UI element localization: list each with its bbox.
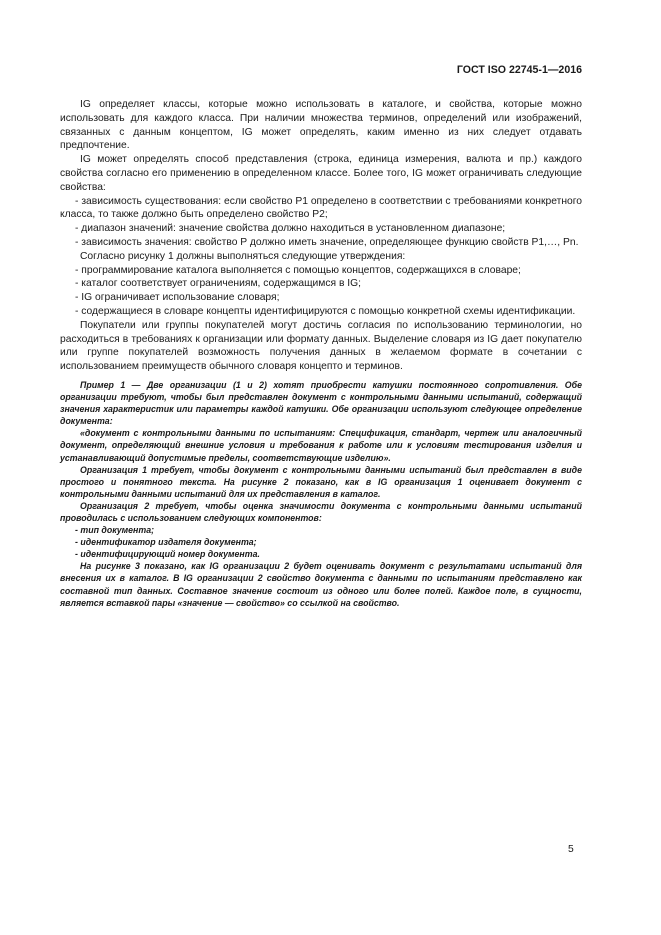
example-paragraph: На рисунке 3 показано, как IG организации 2 будет оценивать документ с результатами испытаний для внесения их в каталог. В IG организации 2 свойство документа с данными по испытаниям представлено как составной тип данных. Составное значение состоит из одного или более полей. Каждое поле, в сущности, является вставкой пары «значение — свойство» со ссылкой на свойство.	[60, 561, 582, 608]
list-item: - содержащиеся в словаре концепты идентифицируются с помощью конкретной схемы идентификации.	[75, 305, 576, 317]
list-item: - зависимость существования: если свойство P1 определено в соответствии с требованиями конкретного класса, то также должно быть определено свойство P2;	[60, 195, 582, 221]
list-item: - диапазон значений: значение свойства должно находиться в установленном диапазоне;	[75, 223, 506, 235]
example-list-item: - идентификатор издателя документа;	[75, 537, 257, 548]
paragraph: Согласно рисунку 1 должны выполняться следующие утверждения:	[80, 250, 406, 262]
list-item: - IG ограничивает использование словаря;	[75, 292, 280, 304]
example-paragraph: Пример 1 — Две организации (1 и 2) хотят приобрести катушки постоянного сопротивления. Обе организации требуют, чтобы был представлен документ с контрольными данными испытаний, содержащий значения характеристик или параметры каждой катушки. Обе организации используют следующее определение документа:	[60, 379, 582, 427]
main-text	[60, 98, 582, 609]
list-item: - программирование каталога выполняется с помощью концептов, содержащихся в словаре;	[75, 264, 521, 276]
example-paragraph: Организация 2 требует, чтобы оценка значимости документа с контрольными данными испытаний проводилась с использованием следующих компонентов:	[60, 500, 582, 523]
paragraph: IG может определять способ представления (строка, единица измерения, валюта и пр.) каждого свойства согласно его применению в определенном классе. Более того, IG может ограничивать следующие свойства:	[60, 154, 582, 193]
document-code: ГОСТ ISO 22745-1—2016	[456, 64, 582, 76]
paragraph: IG определяет классы, которые можно использовать в каталоге, и свойства, которые можно использовать для каждого класса. При наличии множества терминов, определений или изображений, связанных с данным концептом, IG может определять, каким именно из них следует отдавать предпочтение.	[60, 99, 582, 152]
example-list-item: - тип документа;	[75, 525, 155, 536]
example-block	[60, 379, 582, 609]
paragraph: Покупатели или группы покупателей могут достичь согласия по использованию терминологии, но расходиться в требованиях к организации или формату данных. Выделение словаря из IG дает покупателю или группе покупателей возможность получения данных в желаемом формате в сочетании с использованием преимуществ обычного словаря концепто и терминов.	[60, 319, 582, 373]
example-list-item: - идентифицирующий номер документа.	[75, 549, 260, 560]
list-item: - каталог соответствует ограничениям, содержащимся в IG;	[75, 278, 362, 290]
list-item: - зависимость значения: свойство P должно иметь значение, определяющее функцию свойств P1,…, Pn.	[75, 236, 579, 248]
example-paragraph: «документ с контрольными данными по испытаниям: Спецификация, стандарт, чертеж или аналогичный документ, определяющий внешние условия и требования к работе или к условиям тестирования изделия и устанавливающий допустимые пределы, соответствующие изделию».	[60, 428, 582, 463]
page-number: 5	[568, 844, 574, 855]
example-paragraph: Организация 1 требует, чтобы документ с контрольными данными испытаний был представлен в виде простого и понятного текста. На рисунке 2 показано, как в IG организация 1 оценивает документ с контрольными данными испытаний для их представления в каталог.	[60, 464, 582, 499]
